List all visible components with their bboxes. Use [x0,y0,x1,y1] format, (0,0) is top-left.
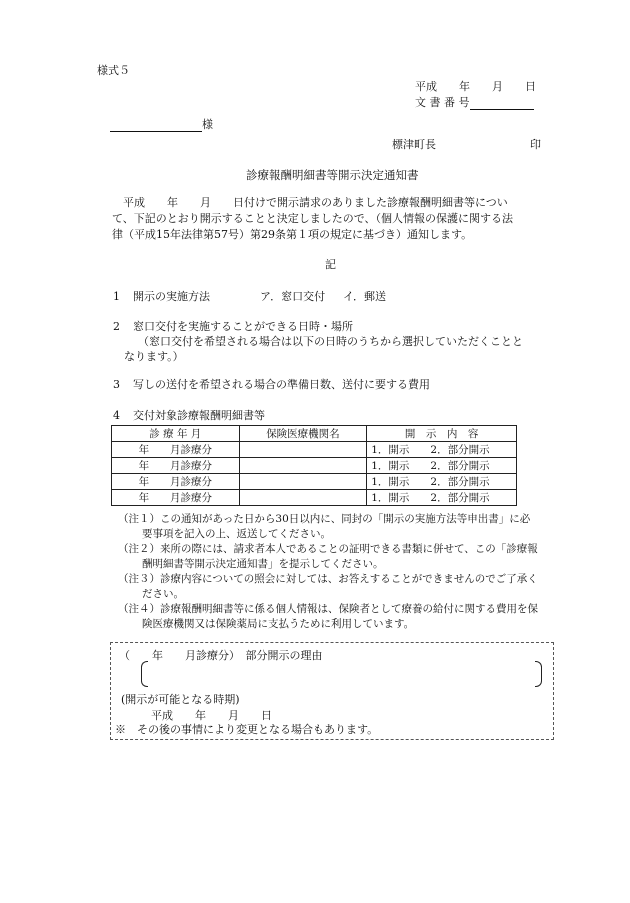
cell-content: 1．開示 2．部分開示 [367,442,517,458]
cell-content: 1．開示 2．部分開示 [367,474,517,490]
cell-month: 年 月診療分 [112,474,240,490]
item-2-number: 2 [113,320,120,333]
notes [118,512,538,632]
table-row [112,442,517,458]
cell-institution [239,458,367,474]
col-header-month: 診 療 年 月 [112,426,240,442]
doc-number-line [415,96,534,110]
possible-period-label: (開示が可能となる時期) [121,693,240,706]
table-row [112,490,517,506]
cell-month: 年 月診療分 [112,490,240,506]
cell-content: 1．開示 2．部分開示 [367,458,517,474]
item-4-label: 交付対象診療報酬明細書等 [133,409,265,422]
table-row [112,458,517,474]
doc-number-blank [470,97,534,110]
left-bracket [141,661,148,687]
addressee-line [110,118,213,132]
partial-reason-line: （ 年 月診療分） 部分開示の理由 [119,649,323,662]
item-1-option-a: ア．窓口交付 [260,290,326,303]
cell-content: 1．開示 2．部分開示 [367,490,517,506]
possible-date: 平成 年 月 日 [151,709,272,722]
issuer: 標津町長 [392,138,436,151]
note-2: （注２）来所の際には、請求者本人であることの証明できる書類に併せて、この「診療報酬明細書等開示決定通知書」を提示してください。 [118,543,538,570]
seal-mark: 印 [530,138,541,151]
item-1-number: 1 [113,290,120,303]
ki-heading: 記 [325,258,336,271]
cell-month: 年 月診療分 [112,458,240,474]
page-title: 診療報酬明細書等開示決定通知書 [246,168,419,182]
date-line: 平成 年 月 日 [415,80,536,93]
note-1: （注１）この通知があった日から30日以内に、同封の「開示の実施方法等申出書」に必要事項を記入の上、返送してください。 [118,513,531,540]
table-header-row [112,426,517,442]
partial-disclosure-box [110,642,554,740]
item-3-number: 3 [113,378,120,391]
right-bracket [535,661,542,687]
cell-institution [239,442,367,458]
col-header-content: 開 示 内 容 [367,426,517,442]
form-label: 様式５ [97,64,130,77]
item-1-label: 開示の実施方法 [133,290,210,303]
cell-institution [239,490,367,506]
doc-number-label: 文 書 番 号 [415,96,470,109]
addressee-blank [110,119,202,132]
body-text: 平成 年 月 日付けで開示請求のありました診療報酬明細書等について、下記のとおり開示することと決定しましたので、（個人情報の保護に関する法律（平成15年法律第57号）第29条第１項の規定に基づき）通知します。 [112,196,514,241]
remark: ※ その後の事情により変更となる場合もあります。 [115,723,379,736]
col-header-institution: 保険医療機関名 [239,426,367,442]
cell-month: 年 月診療分 [112,442,240,458]
note-3: （注３）診療内容についての照会に対しては、お答えすることができませんのでご了承ください。 [118,573,538,600]
cell-institution [239,474,367,490]
disclosure-table [111,425,517,506]
table-row [112,474,517,490]
item-2-label: 窓口交付を実施することができる日時・場所 [133,320,353,333]
note-4: （注４）診療報酬明細書等に係る個人情報は、保険者として療養の給付に関する費用を保険医療機関又は保険薬局に支払うために利用しています。 [118,603,538,630]
item-4-number: 4 [113,409,120,422]
item-3-label: 写しの送付を希望される場合の準備日数、送付に要する費用 [133,378,430,391]
item-1-option-i: イ．郵送 [343,290,387,303]
item-2-note: （窓口交付を希望される場合は以下の日時のうちから選択していただくこととなります。） [124,335,523,363]
addressee-suffix: 様 [202,118,213,131]
